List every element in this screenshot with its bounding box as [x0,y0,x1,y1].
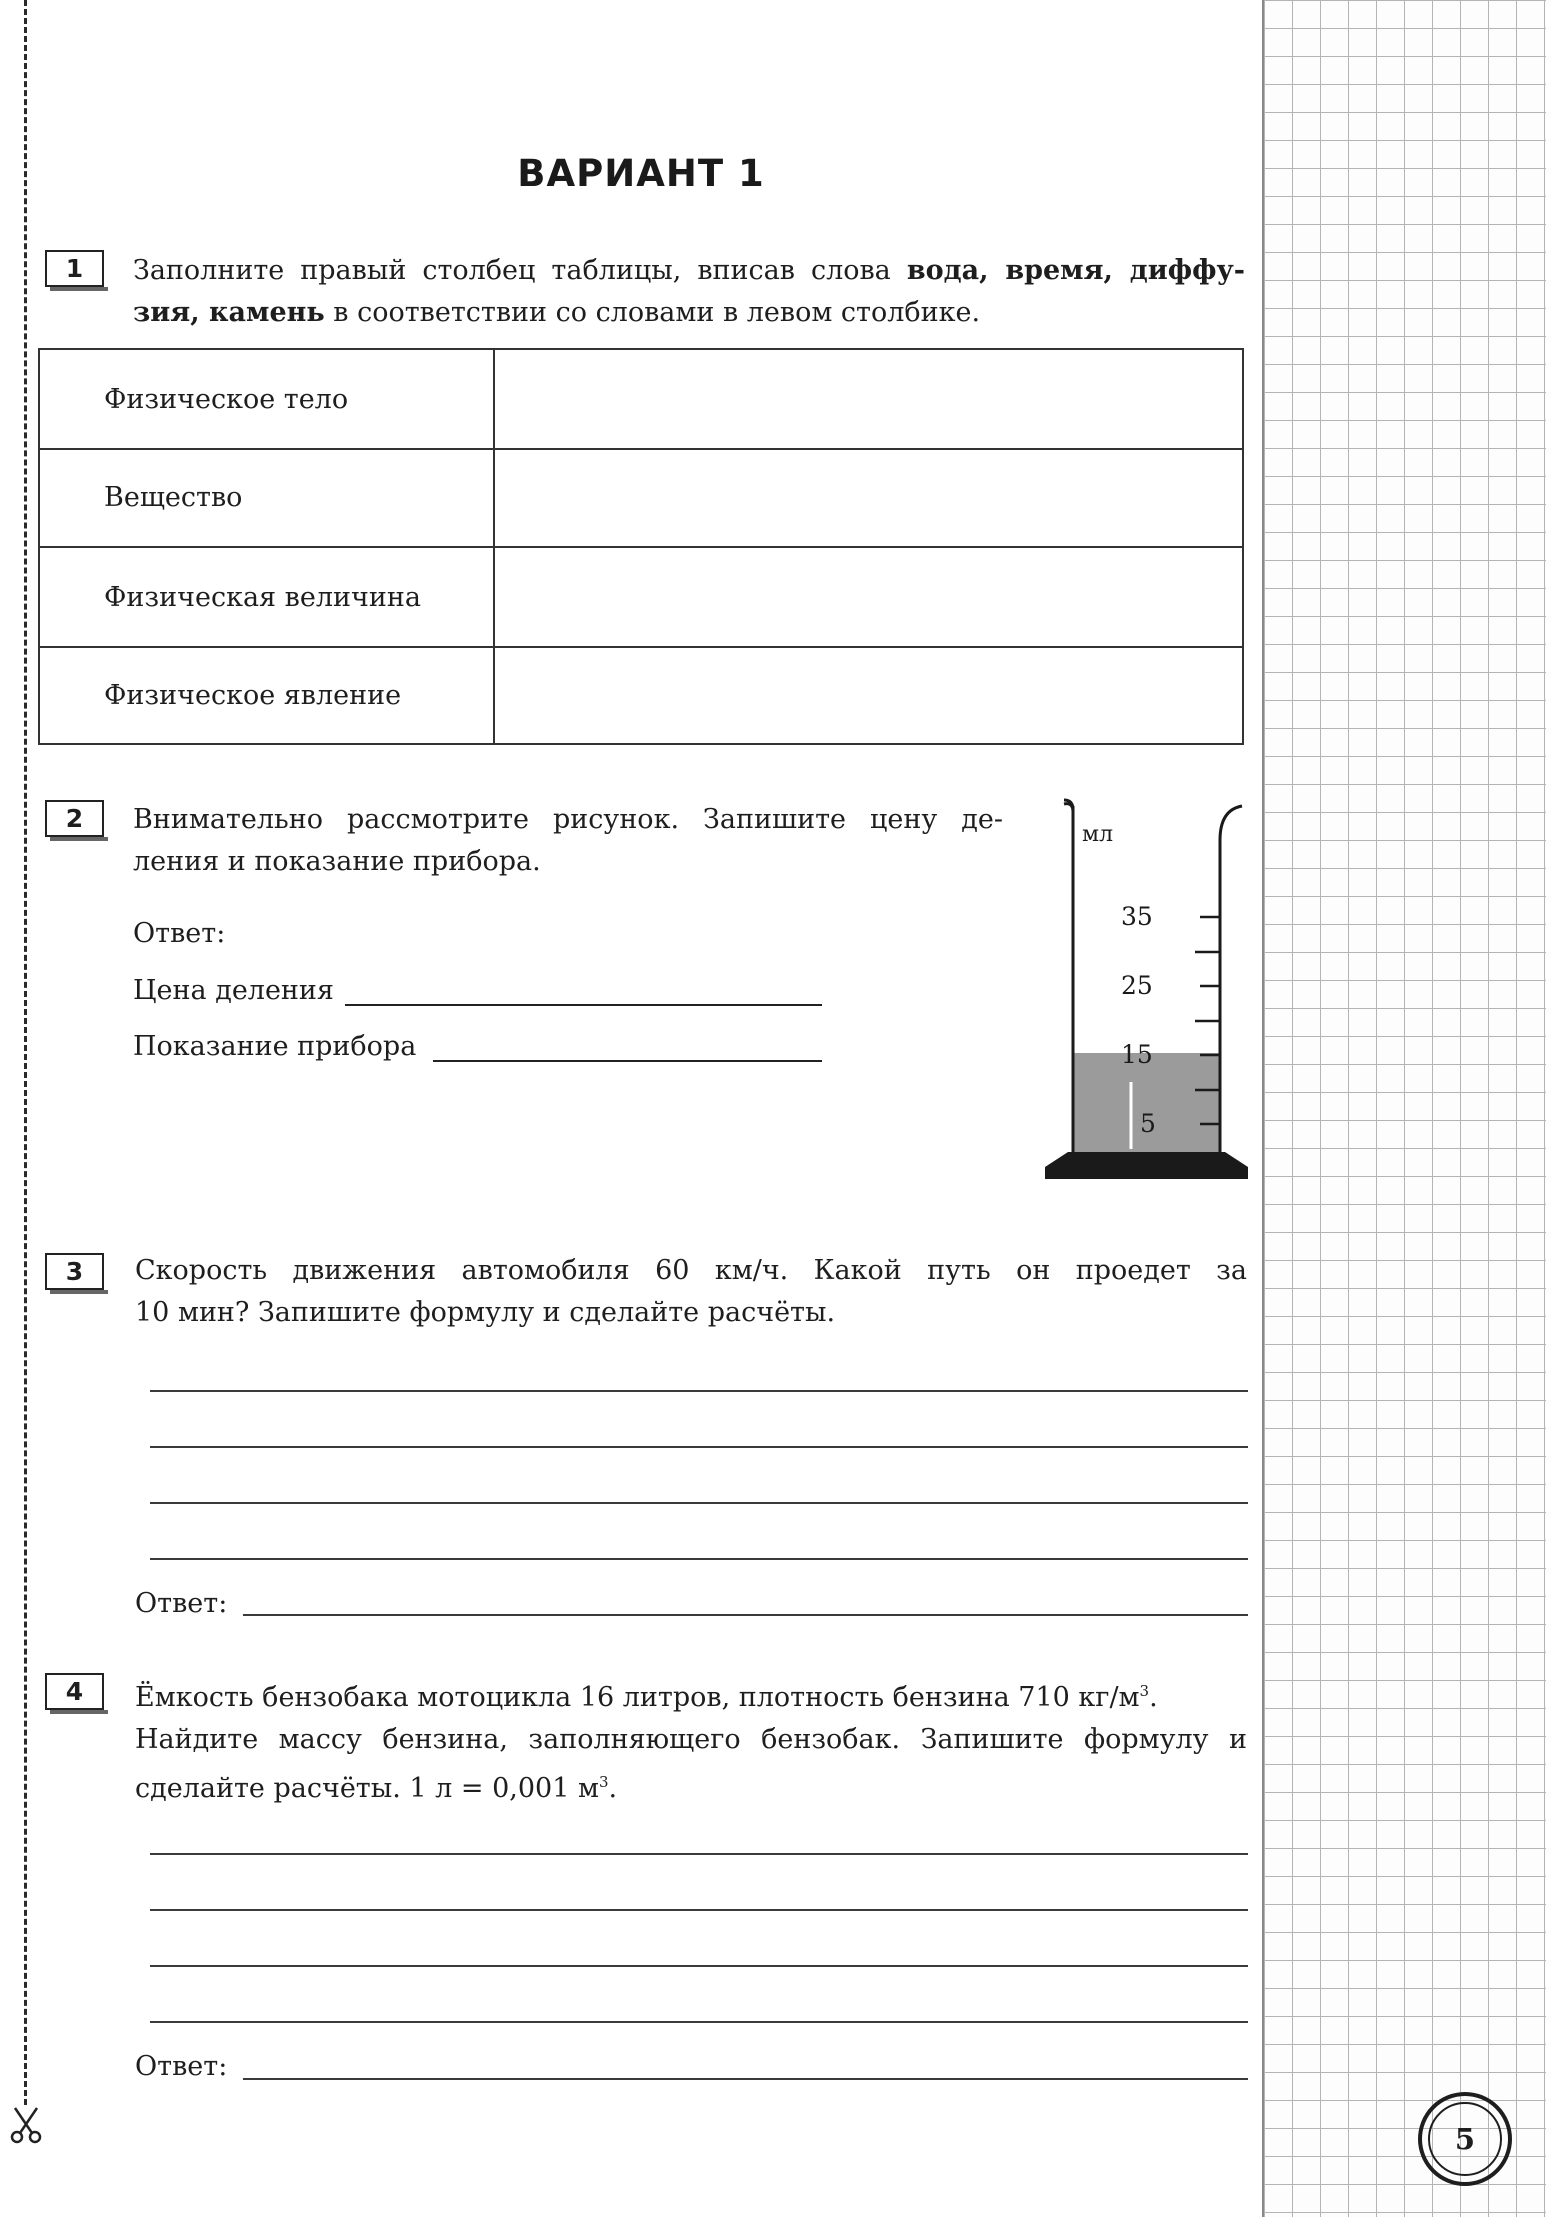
q2-division-field[interactable] [345,1004,822,1006]
q3-work-line[interactable] [150,1558,1248,1560]
table-row [40,648,1242,743]
page-number-badge [1418,2092,1512,2186]
tick-label-5: 5 [1140,1109,1156,1138]
q4-line-2: Найдите массу бензина, заполняющего бензобак. Запишите формулу и [135,1724,1247,1755]
table-row [40,350,1242,450]
q3-work-line[interactable] [150,1502,1248,1504]
q4-line-3-end: . [608,1773,618,1804]
q4-line-1-sup: 3 [1139,1682,1150,1700]
q3-line-1: Скорость движения автомобиля 60 км/ч. Какой путь он проедет за [135,1255,1247,1286]
question-number-3: 3 [45,1253,104,1290]
q2-division-label: Цена деления [133,975,334,1006]
table-row [40,548,1242,648]
answer-table [38,348,1244,745]
table-row-label: Физическая величина [104,581,421,613]
q1-text-before: Заполните правый столбец таблицы, вписав слова [133,255,907,286]
answer-grid [1262,0,1546,2217]
q3-line-2: 10 мин? Запишите формулу и сделайте расчёты. [135,1297,836,1328]
q4-answer-label: Ответ: [135,2051,228,2082]
q4-line-3: сделайте расчёты. 1 л = 0,001 м [135,1773,599,1804]
q2-line-1: Внимательно рассмотрите рисунок. Запишите цену де- [133,804,1003,835]
question-2-text [133,799,1003,883]
cylinder-unit-label: мл [1082,822,1114,847]
question-number-2: 2 [45,800,104,837]
q3-answer-label: Ответ: [135,1588,228,1619]
table-row [40,448,1242,548]
q1-words: вода, время, диффу- [906,255,1245,286]
q4-answer-field[interactable] [243,2078,1248,2080]
q3-work-line[interactable] [150,1446,1248,1448]
q2-answer-label: Ответ: [133,918,226,949]
q1-words-2: зия, камень [133,297,325,328]
table-row-label: Физическое тело [104,383,349,415]
tick-label-25: 25 [1121,971,1153,1000]
q3-answer-field[interactable] [243,1614,1248,1616]
q2-line-2: ления и показание прибора. [133,846,541,877]
page-number: 5 [1428,2102,1502,2176]
page-title: ВАРИАНТ 1 [517,152,765,195]
q4-work-line[interactable] [150,1909,1248,1911]
q3-work-line[interactable] [150,1390,1248,1392]
q1-text-after: в соответствии со словами в левом столбике. [324,297,981,328]
q2-reading-field[interactable] [433,1060,822,1062]
cut-line [24,0,27,2105]
table-row-label: Вещество [104,481,243,513]
question-3-text [135,1250,1247,1334]
q4-line-3-sup: 3 [598,1773,609,1791]
q4-line-1: Ёмкость бензобака мотоцикла 16 литров, плотность бензина 710 кг/м [135,1682,1140,1713]
question-number-4: 4 [45,1673,104,1710]
table-row-label: Физическое явление [104,680,402,711]
measuring-cylinder [1020,792,1260,1192]
q4-work-line[interactable] [150,1853,1248,1855]
question-number-1: 1 [45,250,104,287]
question-1-text [133,250,1245,334]
tick-label-15: 15 [1121,1040,1153,1069]
q4-line-1-end: . [1149,1682,1158,1713]
question-4-text [135,1670,1247,1810]
tick-label-35: 35 [1121,902,1153,931]
q2-reading-label: Показание прибора [133,1031,417,1062]
q4-work-line[interactable] [150,2021,1248,2023]
q4-work-line[interactable] [150,1965,1248,1967]
scissors-icon [6,2106,46,2146]
